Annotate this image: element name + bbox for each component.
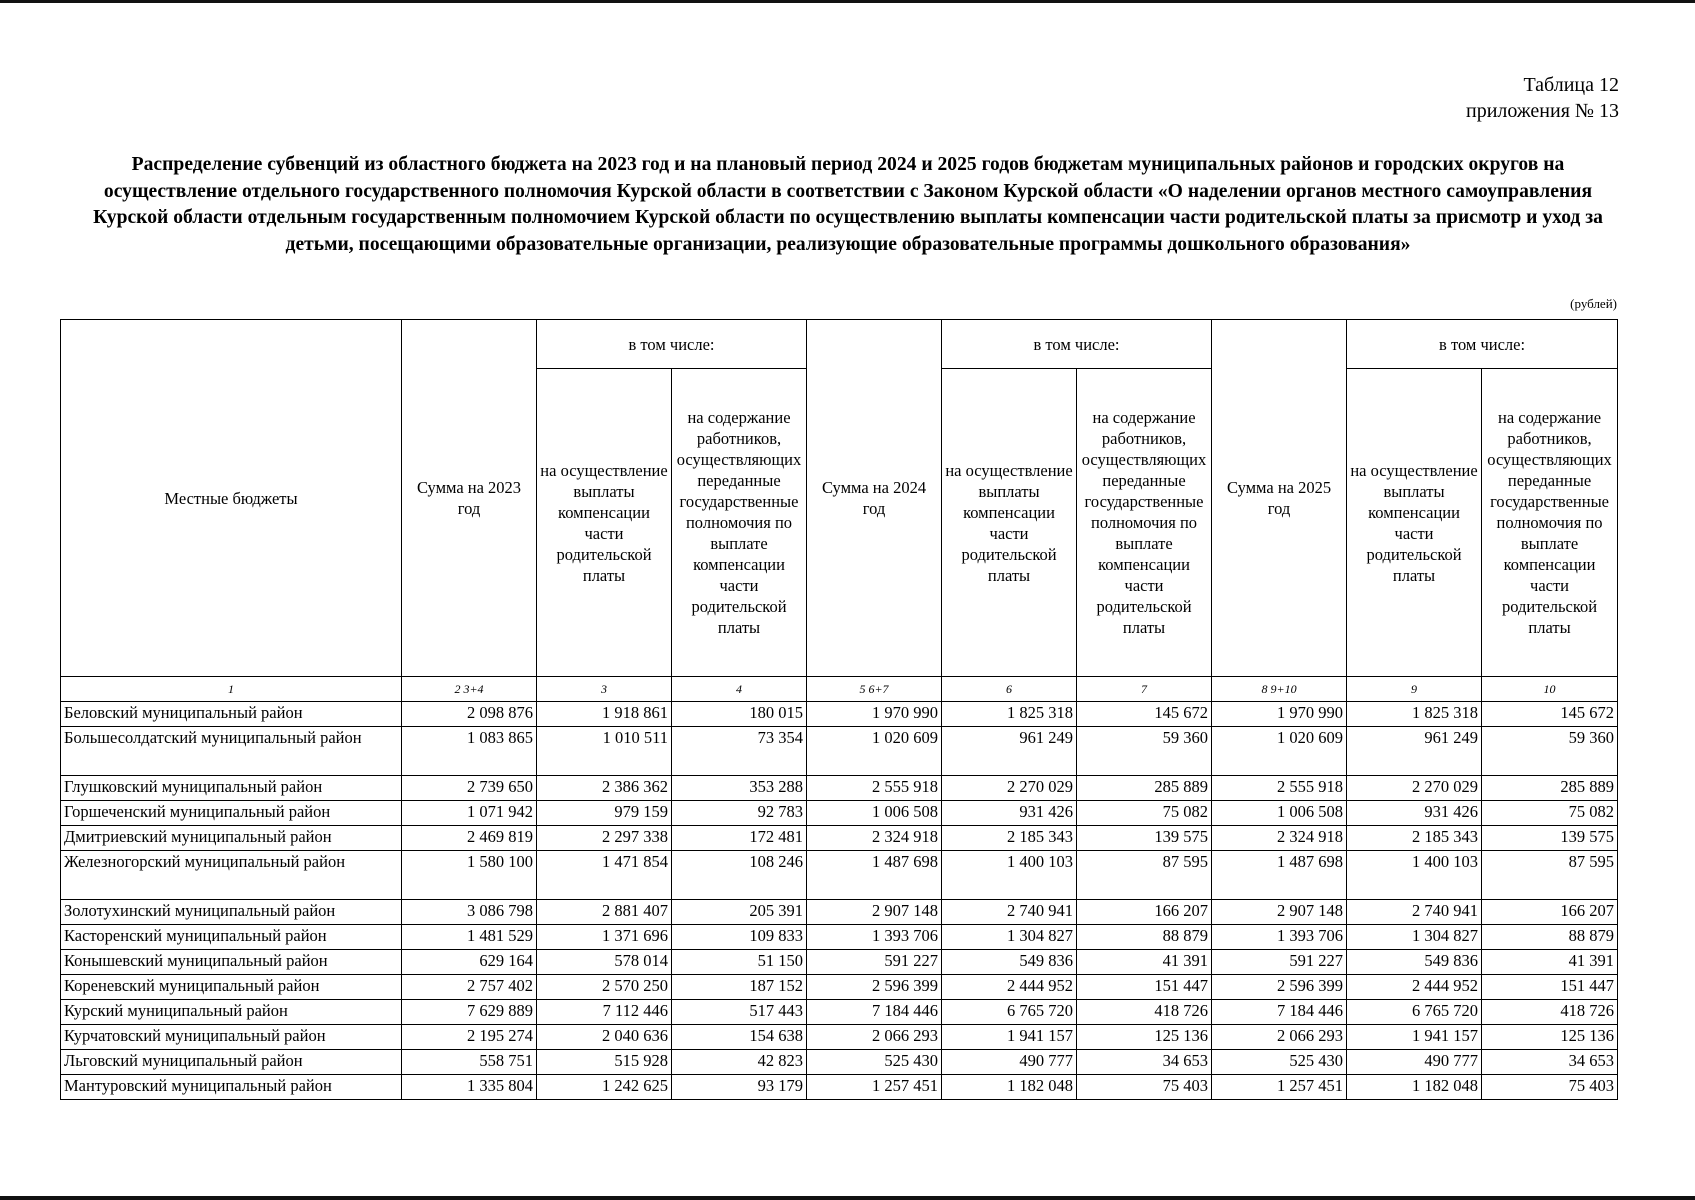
table-row [61, 801, 1618, 826]
amount-cell: 629 164 [402, 950, 537, 975]
amount-cell: 1 182 048 [942, 1075, 1077, 1100]
amount-cell: 109 833 [672, 925, 807, 950]
amount-cell: 1 071 942 [402, 801, 537, 826]
amount-cell: 490 777 [942, 1050, 1077, 1075]
amount-cell: 1 481 529 [402, 925, 537, 950]
table-row [61, 950, 1618, 975]
amount-cell: 3 086 798 [402, 900, 537, 925]
budget-name-cell: Дмитриевский муниципальный район [61, 826, 402, 851]
amount-cell: 87 595 [1482, 851, 1618, 900]
column-number: 5 6+7 [807, 677, 942, 702]
amount-cell: 2 907 148 [1212, 900, 1347, 925]
table-row [61, 1050, 1618, 1075]
amount-cell: 1 257 451 [1212, 1075, 1347, 1100]
amount-cell: 1 400 103 [1347, 851, 1482, 900]
amount-cell: 59 360 [1482, 727, 1618, 776]
column-number: 10 [1482, 677, 1618, 702]
amount-cell: 353 288 [672, 776, 807, 801]
amount-cell: 187 152 [672, 975, 807, 1000]
amount-cell: 1 941 157 [1347, 1025, 1482, 1050]
header-including-2023: в том числе: [537, 320, 807, 369]
header-payment-2025: на осуществление выплаты компенсации части родительской платы [1347, 369, 1482, 677]
amount-cell: 1 941 157 [942, 1025, 1077, 1050]
document-reference [1466, 72, 1619, 124]
header-including-2025: в том числе: [1347, 320, 1618, 369]
amount-cell: 2 469 819 [402, 826, 537, 851]
amount-cell: 75 082 [1077, 801, 1212, 826]
amount-cell: 180 015 [672, 702, 807, 727]
amount-cell: 92 783 [672, 801, 807, 826]
budget-name-cell: Большесолдатский муниципальный район [61, 727, 402, 776]
amount-cell: 2 907 148 [807, 900, 942, 925]
budget-name-cell: Кореневский муниципальный район [61, 975, 402, 1000]
column-number-row [61, 677, 1618, 702]
amount-cell: 87 595 [1077, 851, 1212, 900]
budget-name-cell: Мантуровский муниципальный район [61, 1075, 402, 1100]
table-row [61, 1075, 1618, 1100]
column-number: 8 9+10 [1212, 677, 1347, 702]
table-row [61, 826, 1618, 851]
budget-name-cell: Касторенский муниципальный район [61, 925, 402, 950]
amount-cell: 591 227 [1212, 950, 1347, 975]
amount-cell: 1 304 827 [942, 925, 1077, 950]
table-row [61, 925, 1618, 950]
amount-cell: 961 249 [942, 727, 1077, 776]
amount-cell: 2 270 029 [1347, 776, 1482, 801]
amount-cell: 151 447 [1482, 975, 1618, 1000]
amount-cell: 2 739 650 [402, 776, 537, 801]
amount-cell: 2 757 402 [402, 975, 537, 1000]
amount-cell: 285 889 [1077, 776, 1212, 801]
amount-cell: 139 575 [1482, 826, 1618, 851]
amount-cell: 2 185 343 [1347, 826, 1482, 851]
document-title: Распределение субвенций из областного бюджета на 2023 год и на плановый период 2024 и 2025 годов бюджетам муниципальных районов и городских округов на осуществление отдельного государственного полномочия Курской области в соответствии с Законом Курской области «О наделении органов местного самоуправления Курской области отдельным государственным полномочием Курской области по осуществлению выплаты компенсации части родительской платы за присмотр и уход за детьми, посещающими образовательные организации, реализующие образовательные программы дошкольного образования» [93, 154, 1603, 255]
amount-cell: 931 426 [942, 801, 1077, 826]
amount-cell: 166 207 [1482, 900, 1618, 925]
header-staff-2024: на содержание работников, осуществляющих переданные государственные полномочия по выплате компенсации части родительской платы [1077, 369, 1212, 677]
amount-cell: 1 580 100 [402, 851, 537, 900]
amount-cell: 1 487 698 [1212, 851, 1347, 900]
budget-name-cell: Льговский муниципальный район [61, 1050, 402, 1075]
amount-cell: 88 879 [1077, 925, 1212, 950]
amount-cell: 1 242 625 [537, 1075, 672, 1100]
amount-cell: 1 825 318 [1347, 702, 1482, 727]
amount-cell: 1 393 706 [807, 925, 942, 950]
amount-cell: 1 371 696 [537, 925, 672, 950]
table-number: Таблица 12 [1523, 74, 1619, 96]
amount-cell: 41 391 [1482, 950, 1618, 975]
amount-cell: 1 257 451 [807, 1075, 942, 1100]
amount-cell: 1 304 827 [1347, 925, 1482, 950]
amount-cell: 931 426 [1347, 801, 1482, 826]
amount-cell: 1 471 854 [537, 851, 672, 900]
amount-cell: 34 653 [1077, 1050, 1212, 1075]
amount-cell: 7 184 446 [1212, 1000, 1347, 1025]
amount-cell: 2 195 274 [402, 1025, 537, 1050]
header-staff-2025: на содержание работников, осуществляющих переданные государственные полномочия по выплате компенсации части родительской платы [1482, 369, 1618, 677]
amount-cell: 154 638 [672, 1025, 807, 1050]
amount-cell: 2 596 399 [1212, 975, 1347, 1000]
amount-cell: 1 006 508 [1212, 801, 1347, 826]
amount-cell: 517 443 [672, 1000, 807, 1025]
column-number: 2 3+4 [402, 677, 537, 702]
amount-cell: 1 825 318 [942, 702, 1077, 727]
budget-name-cell: Железногорский муниципальный район [61, 851, 402, 900]
amount-cell: 1 182 048 [1347, 1075, 1482, 1100]
column-number: 3 [537, 677, 672, 702]
amount-cell: 125 136 [1077, 1025, 1212, 1050]
amount-cell: 2 066 293 [1212, 1025, 1347, 1050]
table-row [61, 727, 1618, 776]
amount-cell: 145 672 [1482, 702, 1618, 727]
column-number: 7 [1077, 677, 1212, 702]
amount-cell: 108 246 [672, 851, 807, 900]
amount-cell: 2 444 952 [1347, 975, 1482, 1000]
amount-cell: 166 207 [1077, 900, 1212, 925]
table-row [61, 851, 1618, 900]
amount-cell: 2 185 343 [942, 826, 1077, 851]
amount-cell: 125 136 [1482, 1025, 1618, 1050]
amount-cell: 1 400 103 [942, 851, 1077, 900]
subsidy-table [60, 319, 1618, 1100]
amount-cell: 2 555 918 [1212, 776, 1347, 801]
amount-cell: 2 297 338 [537, 826, 672, 851]
amount-cell: 1 487 698 [807, 851, 942, 900]
appendix-number: приложения № 13 [1465, 100, 1619, 122]
amount-cell: 93 179 [672, 1075, 807, 1100]
amount-cell: 1 083 865 [402, 727, 537, 776]
amount-cell: 172 481 [672, 826, 807, 851]
amount-cell: 1 006 508 [807, 801, 942, 826]
amount-cell: 1 335 804 [402, 1075, 537, 1100]
amount-cell: 41 391 [1077, 950, 1212, 975]
table-row [61, 1000, 1618, 1025]
amount-cell: 961 249 [1347, 727, 1482, 776]
budget-name-cell: Глушковский муниципальный район [61, 776, 402, 801]
amount-cell: 1 010 511 [537, 727, 672, 776]
amount-cell: 578 014 [537, 950, 672, 975]
amount-cell: 151 447 [1077, 975, 1212, 1000]
amount-cell: 558 751 [402, 1050, 537, 1075]
amount-cell: 591 227 [807, 950, 942, 975]
amount-cell: 2 098 876 [402, 702, 537, 727]
amount-cell: 2 324 918 [807, 826, 942, 851]
amount-cell: 2 040 636 [537, 1025, 672, 1050]
amount-cell: 59 360 [1077, 727, 1212, 776]
amount-cell: 75 403 [1077, 1075, 1212, 1100]
amount-cell: 88 879 [1482, 925, 1618, 950]
amount-cell: 1 393 706 [1212, 925, 1347, 950]
budget-name-cell: Золотухинский муниципальный район [61, 900, 402, 925]
amount-cell: 285 889 [1482, 776, 1618, 801]
column-number: 1 [61, 677, 402, 702]
amount-cell: 1 970 990 [1212, 702, 1347, 727]
amount-cell: 7 184 446 [807, 1000, 942, 1025]
amount-cell: 490 777 [1347, 1050, 1482, 1075]
amount-cell: 2 740 941 [1347, 900, 1482, 925]
amount-cell: 75 082 [1482, 801, 1618, 826]
amount-cell: 34 653 [1482, 1050, 1618, 1075]
amount-cell: 1 020 609 [1212, 727, 1347, 776]
amount-cell: 7 629 889 [402, 1000, 537, 1025]
amount-cell: 145 672 [1077, 702, 1212, 727]
header-payment-2024: на осуществление выплаты компенсации части родительской платы [942, 369, 1077, 677]
amount-cell: 1 970 990 [807, 702, 942, 727]
amount-cell: 515 928 [537, 1050, 672, 1075]
amount-cell: 1 020 609 [807, 727, 942, 776]
table-row [61, 776, 1618, 801]
amount-cell: 525 430 [1212, 1050, 1347, 1075]
amount-cell: 2 066 293 [807, 1025, 942, 1050]
amount-cell: 2 596 399 [807, 975, 942, 1000]
amount-cell: 205 391 [672, 900, 807, 925]
amount-cell: 51 150 [672, 950, 807, 975]
amount-cell: 42 823 [672, 1050, 807, 1075]
header-staff-2023: на содержание работников, осуществляющих переданные государственные полномочия по выплате компенсации части родительской платы [672, 369, 807, 677]
column-number: 9 [1347, 677, 1482, 702]
budget-name-cell: Курчатовский муниципальный район [61, 1025, 402, 1050]
unit-label: (рублей) [1570, 296, 1617, 311]
header-sum-2024: Сумма на 2024 год [807, 320, 942, 677]
amount-cell: 73 354 [672, 727, 807, 776]
budget-name-cell: Беловский муниципальный район [61, 702, 402, 727]
amount-cell: 7 112 446 [537, 1000, 672, 1025]
column-number: 6 [942, 677, 1077, 702]
amount-cell: 2 555 918 [807, 776, 942, 801]
header-sum-2023: Сумма на 2023 год [402, 320, 537, 677]
amount-cell: 418 726 [1482, 1000, 1618, 1025]
amount-cell: 2 740 941 [942, 900, 1077, 925]
amount-cell: 1 918 861 [537, 702, 672, 727]
table-row [61, 900, 1618, 925]
budget-name-cell: Горшеченский муниципальный район [61, 801, 402, 826]
amount-cell: 6 765 720 [942, 1000, 1077, 1025]
amount-cell: 549 836 [942, 950, 1077, 975]
table-body [61, 702, 1618, 1100]
table-row [61, 702, 1618, 727]
amount-cell: 75 403 [1482, 1075, 1618, 1100]
amount-cell: 525 430 [807, 1050, 942, 1075]
amount-cell: 418 726 [1077, 1000, 1212, 1025]
amount-cell: 2 444 952 [942, 975, 1077, 1000]
header-sum-2025: Сумма на 2025 год [1212, 320, 1347, 677]
table-row [61, 975, 1618, 1000]
amount-cell: 2 270 029 [942, 776, 1077, 801]
header-local-budgets: Местные бюджеты [61, 320, 402, 677]
budget-name-cell: Курский муниципальный район [61, 1000, 402, 1025]
amount-cell: 2 881 407 [537, 900, 672, 925]
amount-cell: 2 386 362 [537, 776, 672, 801]
amount-cell: 2 570 250 [537, 975, 672, 1000]
amount-cell: 979 159 [537, 801, 672, 826]
amount-cell: 549 836 [1347, 950, 1482, 975]
column-number: 4 [672, 677, 807, 702]
header-including-2024: в том числе: [942, 320, 1212, 369]
table-row [61, 1025, 1618, 1050]
budget-name-cell: Конышевский муниципальный район [61, 950, 402, 975]
header-payment-2023: на осуществление выплаты компенсации части родительской платы [537, 369, 672, 677]
amount-cell: 6 765 720 [1347, 1000, 1482, 1025]
amount-cell: 139 575 [1077, 826, 1212, 851]
amount-cell: 2 324 918 [1212, 826, 1347, 851]
